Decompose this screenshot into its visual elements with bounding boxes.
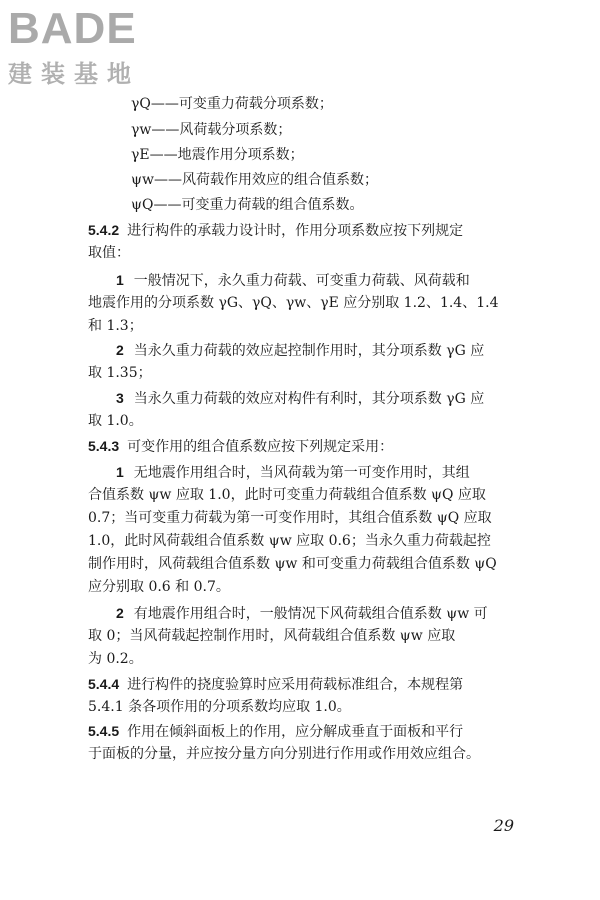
definition-line: γE——地震作用分项系数； xyxy=(131,147,304,163)
item-text: 应分别取 0.6 和 0.7。 xyxy=(88,579,230,595)
item-text: 无地震作用组合时，当风荷载为第一可变作用时，其组 xyxy=(133,465,470,481)
clause-text: 进行构件的承载力设计时，作用分项系数应按下列规定 xyxy=(127,223,464,239)
clause-number: 5.4.2 xyxy=(88,222,120,238)
definition-line: ψw——风荷载作用效应的组合值系数； xyxy=(131,172,378,188)
item-number: 2 xyxy=(116,605,124,621)
page-number: 29 xyxy=(493,816,514,835)
clause-text: 5.4.1 条各项作用的分项系数均应取 1.0。 xyxy=(88,699,351,715)
item-text: 有地震作用组合时，一般情况下风荷载组合值系数 ψw 可 xyxy=(133,606,488,622)
item-number: 1 xyxy=(116,272,124,288)
item-number: 2 xyxy=(116,342,124,358)
clause-text: 取值： xyxy=(88,245,130,261)
item-number: 1 xyxy=(116,464,124,480)
item-text: 0.7；当可变重力荷载为第一可变作用时，其组合值系数 ψQ 应取 xyxy=(88,510,492,526)
clause-text: 可变作用的组合值系数应按下列规定采用： xyxy=(127,439,394,455)
item-text: 为 0.2。 xyxy=(88,651,143,667)
item-text: 合值系数 ψw 应取 1.0，此时可变重力荷载组合值系数 ψQ 应取 xyxy=(88,487,486,503)
clause-number: 5.4.3 xyxy=(88,438,120,454)
clause-text: 于面板的分量，并应按分量方向分别进行作用或作用效应组合。 xyxy=(88,746,480,762)
item-text: 取 1.35； xyxy=(88,365,152,381)
logo-subtitle: 建装基地 xyxy=(8,60,140,88)
item-number: 3 xyxy=(116,390,124,406)
clause-text: 作用在倾斜面板上的作用，应分解成垂直于面板和平行 xyxy=(127,724,464,740)
clause-text: 进行构件的挠度验算时应采用荷载标准组合，本规程第 xyxy=(127,677,464,693)
item-text: 1.0，此时风荷载组合值系数 ψw 应取 0.6；当永久重力荷载起控 xyxy=(88,533,491,549)
clause-number: 5.4.4 xyxy=(88,676,120,692)
item-text: 地震作用的分项系数 γG、γQ、γw、γE 应分别取 1.2、1.4、1.4 xyxy=(88,295,499,311)
item-text: 和 1.3； xyxy=(88,318,143,334)
bade-logo xyxy=(8,6,188,86)
definition-line: γw——风荷载分项系数； xyxy=(131,122,292,138)
logo-brand: BADE xyxy=(8,4,137,53)
definition-line: γQ——可变重力荷载分项系数； xyxy=(131,96,333,112)
clause-number: 5.4.5 xyxy=(88,723,120,739)
item-text: 当永久重力荷载的效应起控制作用时，其分项系数 γG 应 xyxy=(133,343,485,359)
definition-line: ψQ——可变重力荷载的组合值系数。 xyxy=(131,197,364,213)
item-text: 当永久重力荷载的效应对构件有利时，其分项系数 γG 应 xyxy=(133,391,485,407)
item-text: 一般情况下，永久重力荷载、可变重力荷载、风荷载和 xyxy=(133,273,470,289)
item-text: 取 1.0。 xyxy=(88,413,143,429)
item-text: 取 0；当风荷载起控制作用时，风荷载组合值系数 ψw 应取 xyxy=(88,628,456,644)
item-text: 制作用时，风荷载组合值系数 ψw 和可变重力荷载组合值系数 ψQ xyxy=(88,556,497,572)
